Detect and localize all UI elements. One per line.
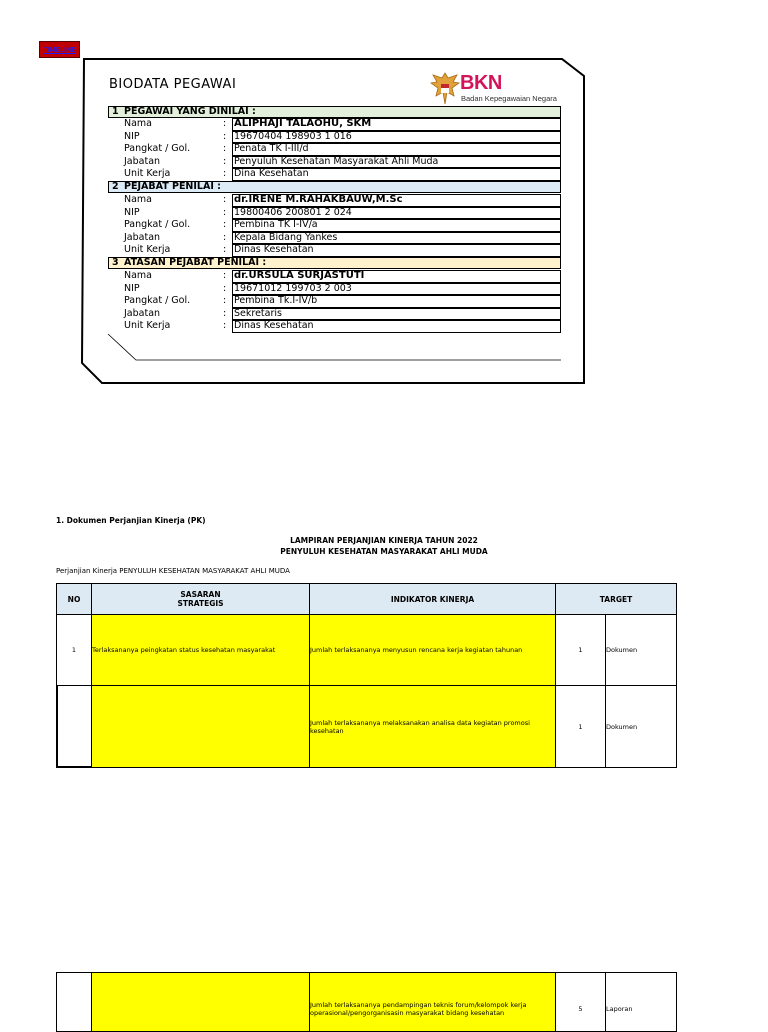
field-label: Pangkat / Gol. xyxy=(124,219,191,230)
field-row xyxy=(108,131,561,144)
field-value: 19670404 198903 1 016 xyxy=(232,131,561,144)
field-label: Nama xyxy=(124,270,153,281)
section-title: ATASAN PEJABAT PENILAI : xyxy=(124,257,267,268)
row-sasaran: Terlaksananya peingkatan status kesehatan masyarakat xyxy=(91,614,310,686)
colon: : xyxy=(223,270,227,281)
field-value: Penyuluh Kesehatan Masyarakat Ahli Muda xyxy=(232,156,561,169)
row-no: 1 xyxy=(56,614,92,686)
section-atasan-pejabat-penilai xyxy=(108,257,561,269)
section-title: PEGAWAI YANG DINILAI : xyxy=(124,106,256,117)
field-row xyxy=(108,283,561,296)
field-row xyxy=(108,320,561,333)
row-target-unit: Laporan xyxy=(605,972,677,1032)
row-target-unit: Dokumen xyxy=(605,685,677,768)
row-target-unit: Dokumen xyxy=(605,614,677,686)
field-row xyxy=(108,168,561,181)
field-label: Unit Kerja xyxy=(124,168,171,179)
colon: : xyxy=(223,168,227,179)
field-value: Dinas Kesehatan xyxy=(232,244,561,257)
field-row xyxy=(108,207,561,220)
row-indikator: Jumlah terlaksananya menyusun rencana kerja kegiatan tahunan xyxy=(309,614,556,686)
field-value: Kepala Bidang Yankes xyxy=(232,232,561,245)
field-label: Jabatan xyxy=(124,231,161,243)
field-value: 19800406 200801 2 024 xyxy=(232,207,561,220)
colon: : xyxy=(223,206,227,218)
timeline-link[interactable]: TIMELINE xyxy=(39,41,80,58)
field-value: Dinas Kesehatan xyxy=(232,320,561,333)
field-label: NIP xyxy=(124,130,140,142)
field-label: NIP xyxy=(124,282,140,294)
field-value: Pembina Tk.I-IV/b xyxy=(232,295,561,308)
field-row xyxy=(108,156,561,169)
pk-title-line1: LAMPIRAN PERJANJIAN KINERJA TAHUN 2022 xyxy=(290,536,478,545)
field-row xyxy=(108,270,561,283)
pk-intro-text: Perjanjian Kinerja PENYULUH KESEHATAN MASYARAKAT AHLI MUDA xyxy=(56,567,290,575)
row-no xyxy=(56,972,92,1032)
field-label: Jabatan xyxy=(124,155,161,167)
row-target-value: 1 xyxy=(555,614,606,686)
colon: : xyxy=(223,295,227,306)
section-number: 3 xyxy=(112,257,119,268)
field-label: Jabatan xyxy=(124,307,161,319)
row-indikator: Jumlah terlaksananya melaksanakan analisa data kegiatan promosi kesehatan xyxy=(309,685,556,768)
field-value: Dina Kesehatan xyxy=(232,168,561,181)
pk-section-heading: 1. Dokumen Perjanjian Kinerja (PK) xyxy=(56,516,206,525)
row-sasaran xyxy=(91,972,310,1032)
biodata-title: BIODATA PEGAWAI xyxy=(109,77,237,92)
colon: : xyxy=(223,231,227,243)
field-row xyxy=(108,232,561,245)
section-pegawai-dinilai xyxy=(108,106,561,118)
garuda-emblem-icon xyxy=(428,70,462,108)
colon: : xyxy=(223,219,227,230)
colon: : xyxy=(223,282,227,294)
field-value: dr.URSULA SURJASTUTI xyxy=(232,270,561,283)
field-value: ALIPHAJI TALAOHU, SKM xyxy=(232,118,561,131)
colon: : xyxy=(223,307,227,319)
pk-title-line2: PENYULUH KESEHATAN MASYARAKAT AHLI MUDA xyxy=(280,547,488,556)
field-label: Unit Kerja xyxy=(124,244,171,255)
row-target-value: 1 xyxy=(555,685,606,768)
field-label: Pangkat / Gol. xyxy=(124,295,191,306)
field-label: Nama xyxy=(124,118,153,129)
row-indikator: Jumlah terlaksananya pendampingan teknis forum/kelompok kerja operasional/pengorganisasin masyarakat bidang kesehatan xyxy=(309,972,556,1032)
field-label: Nama xyxy=(124,194,153,205)
colon: : xyxy=(223,320,227,331)
field-value: dr.IRENE M.RAHAKBAUW,M.Sc xyxy=(232,194,561,207)
field-row xyxy=(108,244,561,257)
header-sasaran-line1: SASARAN xyxy=(180,590,221,599)
header-indikator-kinerja: INDIKATOR KINERJA xyxy=(309,583,556,615)
colon: : xyxy=(223,143,227,154)
section-pejabat-penilai xyxy=(108,181,561,193)
field-row xyxy=(108,295,561,308)
header-target: TARGET xyxy=(555,583,677,615)
header-sasaran-line2: STRATEGIS xyxy=(177,599,224,608)
field-row xyxy=(108,219,561,232)
colon: : xyxy=(223,118,227,129)
row-no xyxy=(56,685,92,768)
field-label: NIP xyxy=(124,206,140,218)
field-row xyxy=(108,143,561,156)
field-value: Sekretaris xyxy=(232,308,561,321)
header-no: NO xyxy=(56,583,92,615)
section-title: PEJABAT PENILAI : xyxy=(124,181,221,192)
colon: : xyxy=(223,244,227,255)
field-value: Pembina TK I-IV/a xyxy=(232,219,561,232)
colon: : xyxy=(223,194,227,205)
bkn-logo-text: BKN xyxy=(460,72,502,94)
section-number: 1 xyxy=(112,106,119,117)
field-row xyxy=(108,308,561,321)
field-row xyxy=(108,194,561,207)
bkn-logo-subtitle: Badan Kepegawaian Negara xyxy=(461,94,557,103)
row-target-value: 5 xyxy=(555,972,606,1032)
field-value: Penata TK I-III/d xyxy=(232,143,561,156)
row-sasaran xyxy=(91,685,310,768)
colon: : xyxy=(223,130,227,142)
field-label: Unit Kerja xyxy=(124,320,171,331)
field-value: 19671012 199703 2 003 xyxy=(232,283,561,296)
header-sasaran-strategis xyxy=(91,583,310,615)
field-row xyxy=(108,118,561,131)
section-number: 2 xyxy=(112,181,119,192)
colon: : xyxy=(223,155,227,167)
field-label: Pangkat / Gol. xyxy=(124,143,191,154)
